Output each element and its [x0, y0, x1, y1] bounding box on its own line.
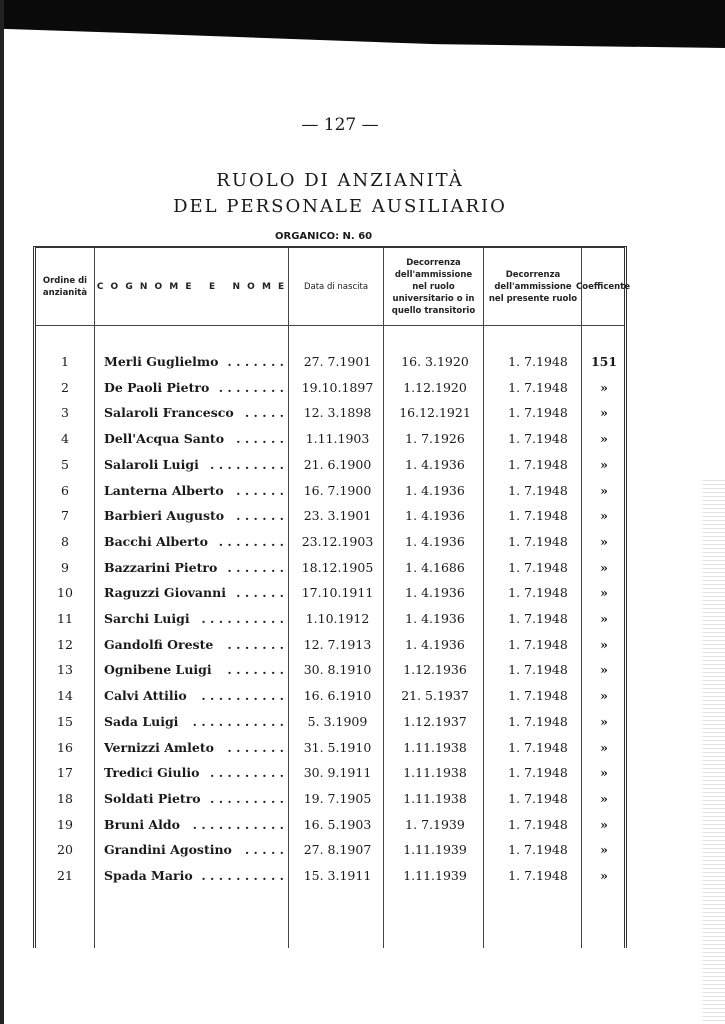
coefficient: » — [600, 842, 608, 858]
employee-name-cell — [104, 842, 284, 857]
birth-date: 18.12.1905 — [301, 559, 374, 575]
leader-dots: . . . . . . . . . . . — [192, 816, 284, 832]
table-row — [36, 457, 624, 481]
employee-name-cell — [104, 354, 284, 369]
order-number: 12 — [57, 636, 73, 652]
employee-name: Soldati Pietro — [104, 790, 201, 806]
coefficient: » — [600, 431, 608, 447]
birth-date: 5. 3.1909 — [307, 713, 368, 729]
employee-name: Vernizzi Amleto — [104, 739, 214, 755]
employee-name: Grandini Agostino — [104, 842, 232, 858]
table-row — [36, 354, 624, 378]
order-number: 13 — [57, 662, 73, 678]
coefficient: » — [600, 405, 608, 421]
scan-top-border — [0, 0, 725, 48]
admission-date-university: 1. 7.1926 — [405, 431, 465, 447]
employee-name: Bazzarini Pietro — [104, 559, 218, 575]
coefficient: » — [600, 688, 608, 704]
employee-name: Raguzzi Giovanni — [104, 585, 226, 601]
order-number: 1 — [61, 354, 69, 369]
admission-date-university: 1. 4.1936 — [405, 533, 465, 549]
header-divider — [36, 325, 624, 326]
birth-date: 19. 7.1905 — [303, 790, 372, 806]
employee-name-cell — [104, 611, 284, 626]
order-number: 19 — [57, 816, 73, 832]
admission-date-role: 1. 7.1948 — [508, 508, 568, 524]
admission-date-role: 1. 7.1948 — [508, 713, 568, 729]
employee-name: Lanterna Alberto — [104, 482, 224, 498]
admission-date-role: 1. 7.1948 — [508, 405, 568, 421]
admission-date-role: 1. 7.1948 — [508, 816, 568, 832]
admission-date-university: 1. 4.1936 — [405, 585, 465, 601]
admission-date-role: 1. 7.1948 — [508, 790, 568, 806]
order-number: 5 — [61, 456, 69, 472]
seniority-table — [33, 246, 631, 948]
admission-date-role: 1. 7.1948 — [508, 688, 568, 704]
admission-date-role: 1. 7.1948 — [508, 533, 568, 549]
employee-name: Ognibene Luigi — [104, 662, 212, 678]
admission-date-role: 1. 7.1948 — [508, 559, 568, 575]
employee-name-cell — [104, 560, 284, 575]
leader-dots: . . . . . . — [236, 431, 284, 447]
admission-date-university: 1. 4.1936 — [405, 456, 465, 472]
leader-dots: . . . . . . . — [227, 636, 284, 652]
header-coefficente: Coefficente — [576, 281, 631, 292]
coefficient: » — [600, 585, 608, 601]
employee-name: Sarchi Luigi — [104, 611, 190, 626]
scan-right-edge-noise — [703, 480, 725, 1024]
table-row — [36, 611, 624, 635]
admission-date-role: 1. 7.1948 — [508, 379, 568, 395]
admission-date-university: 1. 7.1939 — [405, 816, 465, 832]
order-number: 18 — [57, 790, 73, 806]
table-row — [36, 740, 624, 764]
leader-dots: . . . . . . . . — [218, 379, 284, 395]
admission-date-role: 1. 7.1948 — [508, 431, 568, 447]
employee-name-cell — [104, 765, 284, 780]
header-cognome-nome: C O G N O M E E N O M E — [96, 281, 287, 292]
birth-date: 16. 5.1903 — [303, 816, 372, 832]
employee-name-cell — [104, 483, 284, 498]
table-row — [36, 585, 624, 609]
admission-date-university: 16. 3.1920 — [401, 354, 469, 369]
order-number: 6 — [61, 482, 69, 498]
employee-name: Barbieri Augusto — [104, 508, 225, 524]
coefficient: » — [600, 662, 608, 678]
coefficient: » — [600, 533, 608, 549]
employee-name: Calvi Attilio — [104, 688, 187, 704]
order-number: 2 — [61, 379, 69, 395]
admission-date-role: 1. 7.1948 — [508, 868, 568, 883]
employee-name-cell — [104, 431, 284, 446]
admission-date-role: 1. 7.1948 — [508, 482, 568, 498]
birth-date: 19.10.1897 — [301, 379, 374, 395]
admission-date-university: 16.12.1921 — [399, 405, 471, 421]
table-row — [36, 791, 624, 815]
leader-dots: . . . . . . . . . . . — [192, 713, 284, 729]
coefficient: » — [600, 636, 608, 652]
table-row — [36, 688, 624, 712]
admission-date-university: 1.11.1938 — [403, 765, 467, 781]
admission-date-university: 1.12.1920 — [403, 379, 467, 395]
coefficient: » — [600, 713, 608, 729]
birth-date: 31. 5.1910 — [303, 739, 372, 755]
header-decorrenza-universitario: Decorrenza dell'ammissione nel ruolo universitario o in quello transitorio — [391, 257, 476, 316]
birth-date: 16. 6.1910 — [303, 688, 372, 704]
birth-date: 15. 3.1911 — [303, 868, 372, 883]
leader-dots: . . . . . . . . . — [210, 456, 284, 472]
employee-name: Bacchi Alberto — [104, 533, 208, 549]
admission-date-university: 1. 4.1936 — [405, 611, 465, 626]
table-row — [36, 765, 624, 789]
employee-name-cell — [104, 817, 284, 832]
admission-date-role: 1. 7.1948 — [508, 354, 568, 369]
table-row — [36, 560, 624, 584]
employee-name: Salaroli Luigi — [104, 456, 199, 472]
leader-dots: . . . . . . . . . . — [201, 688, 284, 704]
order-number: 20 — [57, 842, 73, 858]
employee-name-cell — [104, 868, 284, 883]
table-row — [36, 662, 624, 686]
birth-date: 23. 3.1901 — [303, 508, 372, 524]
table-row — [36, 637, 624, 661]
table-row — [36, 508, 624, 532]
employee-name: Salaroli Francesco — [104, 405, 234, 421]
birth-date: 30. 8.1910 — [303, 662, 372, 678]
admission-date-university: 1. 4.1936 — [405, 482, 465, 498]
employee-name-cell — [104, 637, 284, 652]
employee-name-cell — [104, 714, 284, 729]
leader-dots: . . . . . — [244, 405, 284, 421]
birth-date: 16. 7.1900 — [303, 482, 372, 498]
table-row — [36, 405, 624, 429]
order-number: 10 — [57, 585, 73, 601]
admission-date-university: 1.11.1938 — [403, 739, 467, 755]
leader-dots: . . . . . . — [236, 585, 284, 601]
employee-name-cell — [104, 534, 284, 549]
order-number: 7 — [61, 508, 69, 524]
table-row — [36, 431, 624, 455]
table-row — [36, 868, 624, 892]
employee-name: Tredici Giulio — [104, 765, 200, 781]
birth-date: 1.11.1903 — [305, 431, 370, 447]
employee-name: Merli Guglielmo — [104, 354, 219, 369]
admission-date-role: 1. 7.1948 — [508, 765, 568, 781]
leader-dots: . . . . . . . — [227, 739, 284, 755]
employee-name-cell — [104, 380, 284, 395]
leader-dots: . . . . . . — [236, 508, 284, 524]
birth-date: 21. 6.1900 — [303, 456, 372, 472]
employee-name: Bruni Aldo — [104, 816, 180, 832]
admission-date-role: 1. 7.1948 — [508, 636, 568, 652]
coefficient: » — [600, 456, 608, 472]
employee-name-cell — [104, 662, 284, 677]
coefficient: » — [600, 739, 608, 755]
admission-date-role: 1. 7.1948 — [508, 739, 568, 755]
organico-label: ORGANICO: N. 60 — [275, 231, 373, 242]
leader-dots: . . . . . . . — [227, 662, 284, 678]
admission-date-university: 1. 4.1936 — [405, 508, 465, 524]
order-number: 15 — [57, 713, 73, 729]
coefficient: » — [600, 482, 608, 498]
birth-date: 30. 9.1911 — [303, 765, 372, 781]
admission-date-university: 1.11.1938 — [403, 790, 467, 806]
employee-name: Spada Mario — [104, 868, 193, 883]
order-number: 4 — [61, 431, 69, 447]
leader-dots: . . . . . . . — [227, 559, 284, 575]
birth-date: 1.10.1912 — [305, 611, 370, 626]
coefficient: » — [600, 611, 608, 626]
employee-name-cell — [104, 405, 284, 420]
admission-date-university: 1.12.1936 — [403, 662, 467, 678]
birth-date: 23.12.1903 — [301, 533, 374, 549]
order-number: 16 — [57, 739, 73, 755]
coefficient: 151 — [590, 354, 618, 369]
order-number: 3 — [61, 405, 69, 421]
table-row — [36, 714, 624, 738]
employee-name-cell — [104, 508, 284, 523]
leader-dots: . . . . . . . . . — [210, 790, 284, 806]
page-number: — 127 — — [301, 115, 379, 135]
leader-dots: . . . . . . . . . . — [201, 868, 284, 883]
leader-dots: . . . . . — [244, 842, 284, 858]
order-number: 17 — [57, 765, 73, 781]
birth-date: 12. 7.1913 — [303, 636, 372, 652]
header-ordine: Ordine di anzianità — [42, 275, 88, 298]
order-number: 11 — [57, 611, 73, 626]
coefficient: » — [600, 559, 608, 575]
leader-dots: . . . . . . . . — [218, 533, 284, 549]
header-decorrenza-presente-ruolo: Decorrenza dell'ammissione nel presente ruolo — [488, 269, 578, 304]
order-number: 21 — [57, 868, 73, 883]
employee-name-cell — [104, 585, 284, 600]
coefficient: » — [600, 868, 608, 883]
admission-date-university: 1. 4.1936 — [405, 636, 465, 652]
order-number: 8 — [61, 533, 69, 549]
title-line-2: DEL PERSONALE AUSILIARIO — [173, 196, 507, 217]
employee-name: Dell'Acqua Santo — [104, 431, 225, 447]
admission-date-university: 1.11.1939 — [403, 842, 467, 858]
leader-dots: . . . . . . . . . — [210, 765, 284, 781]
table-row — [36, 534, 624, 558]
leader-dots: . . . . . . . . . . — [201, 611, 284, 626]
header-data-nascita: Data di nascita — [303, 281, 369, 292]
table-row — [36, 483, 624, 507]
admission-date-role: 1. 7.1948 — [508, 842, 568, 858]
leader-dots: . . . . . . — [236, 482, 284, 498]
leader-dots: . . . . . . . — [227, 354, 284, 369]
employee-name: De Paoli Pietro — [104, 379, 210, 395]
employee-name-cell — [104, 688, 284, 703]
birth-date: 12. 3.1898 — [303, 405, 372, 421]
birth-date: 27. 7.1901 — [303, 354, 372, 369]
admission-date-university: 1.12.1937 — [403, 713, 467, 729]
admission-date-university: 1. 4.1686 — [405, 559, 465, 575]
table-row — [36, 380, 624, 404]
scan-left-edge — [0, 0, 4, 1024]
employee-name: Sada Luigi — [104, 713, 179, 729]
order-number: 14 — [57, 688, 73, 704]
admission-date-role: 1. 7.1948 — [508, 585, 568, 601]
admission-date-university: 1.11.1939 — [403, 868, 467, 883]
coefficient: » — [600, 508, 608, 524]
employee-name-cell — [104, 457, 284, 472]
admission-date-role: 1. 7.1948 — [508, 662, 568, 678]
coefficient: » — [600, 765, 608, 781]
employee-name-cell — [104, 740, 284, 755]
employee-name: Gandolfi Oreste — [104, 636, 214, 652]
coefficient: » — [600, 379, 608, 395]
admission-date-university: 21. 5.1937 — [401, 688, 469, 704]
table-row — [36, 842, 624, 866]
admission-date-role: 1. 7.1948 — [508, 456, 568, 472]
coefficient: » — [600, 816, 608, 832]
birth-date: 27. 8.1907 — [303, 842, 372, 858]
order-number: 9 — [61, 559, 69, 575]
coefficient: » — [600, 790, 608, 806]
employee-name-cell — [104, 791, 284, 806]
title-line-1: RUOLO DI ANZIANITÀ — [216, 170, 464, 191]
admission-date-role: 1. 7.1948 — [508, 611, 568, 626]
birth-date: 17.10.1911 — [301, 585, 374, 601]
table-row — [36, 817, 624, 841]
